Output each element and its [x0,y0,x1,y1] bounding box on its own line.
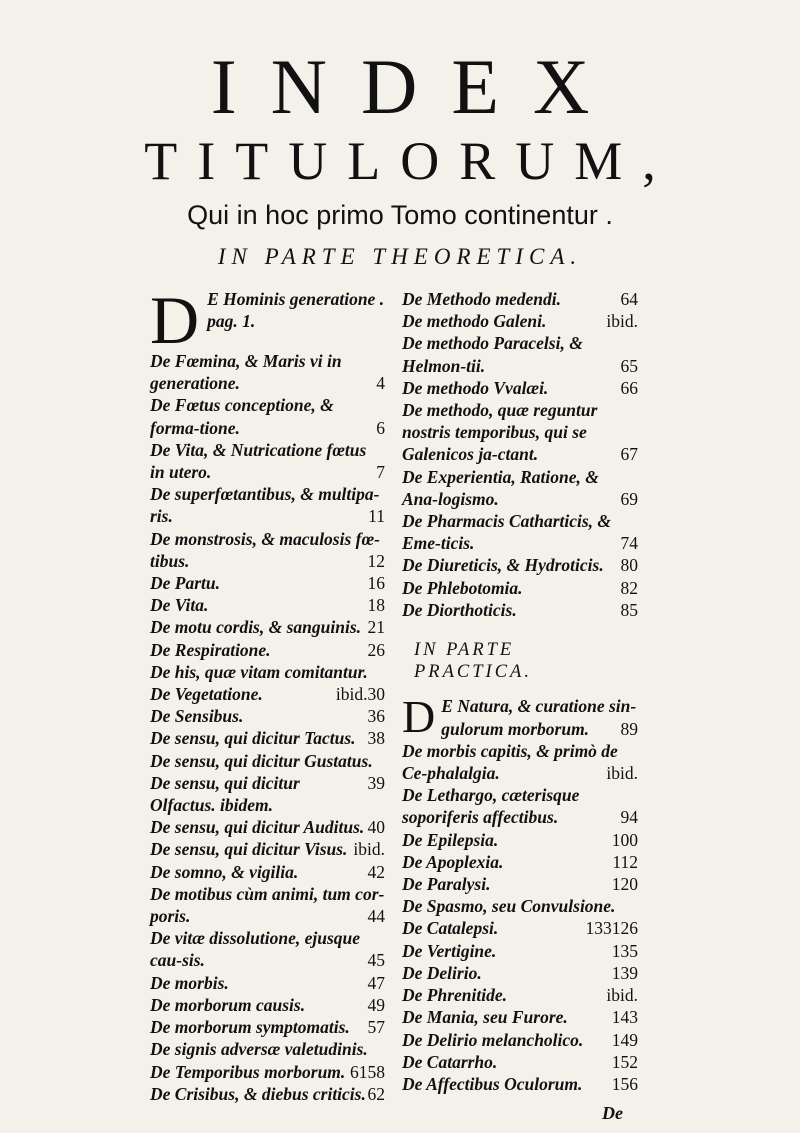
entry-text: De morbis capitis, & primò de Ce-phalalgia. [402,740,618,784]
index-entry [150,594,385,616]
entry-text: De Partu. [150,573,220,594]
entry-text: De Vertigine. [402,940,497,961]
entry-page: 82 [620,577,638,598]
entry-page: 57 [367,1017,385,1038]
entry-page: 74 [620,533,638,554]
entry-page: 45 [367,950,385,971]
index-entry [402,377,638,399]
index-entry [150,1016,385,1038]
entry-text: De Vita, & Nutricatione fœtus in utero. [150,439,367,483]
entry-text: De Crisibus, & diebus criticis. [150,1083,366,1104]
entry-page: 66 [620,377,638,398]
entry-text: De Delirio melancholico. [402,1029,584,1050]
entry-text: De vitæ dissolutione, ejusque cau-sis. [150,928,361,971]
right-column [402,288,638,1095]
entry-text: De Phrenitide. [402,985,507,1006]
entry-text: De Experientia, Ratione, & Ana-logismo. [402,466,599,509]
part-theoretica-heading: IN PARTE THEOREТICA. [217,244,583,269]
index-entry [150,683,385,705]
index-entry [150,994,385,1016]
index-entry [402,288,638,310]
entry-text: De Catarrho. [402,1051,498,1072]
entry-text: De Temporibus morborum. [150,1061,346,1082]
entry-text: De morbis. [150,972,229,993]
index-entry [402,554,638,576]
index-entry [150,972,385,994]
entry-page: 12 [367,550,385,571]
entry-text: De Apoplexia. [402,851,504,872]
index-entry [150,350,385,394]
index-entry [150,838,385,860]
entry-page: 26 [367,639,385,660]
entry-text: De morborum symptomatis. [150,1017,350,1038]
index-entry [150,727,385,749]
index-entry [402,984,638,1006]
entry-page: 16 [367,573,385,594]
entry-page: 62 [367,1083,385,1104]
index-entry [402,1051,638,1073]
entry-page: 89 [620,718,638,739]
index-entry [150,861,385,883]
entry-text: De methodo Paracelsi, & Helmon-tii. [402,333,583,376]
index-entry [150,572,385,594]
entry-page: ibid. [335,684,368,705]
entry-text: De methodo, quæ reguntur nostris temporibus, qui se Galenicos ja-ctant. [402,400,598,465]
entry-text: De Mania, seu Furore. [402,1007,568,1028]
first-practica-entry [402,691,638,743]
entry-text: De Methodo medendi. [402,289,561,309]
entry-page: 112 [612,851,638,872]
entry-page: 21 [367,617,385,638]
entry-text: De signis adversæ valetudinis. [150,1039,368,1060]
index-entry [402,577,638,599]
index-entry [150,883,385,927]
entry-text: De Paralysi. [402,874,491,895]
entry-text: De sensu, qui dicitur Gustatus. [150,750,373,771]
entry-page: 85 [620,599,638,620]
entry-page: 100 [611,829,638,850]
index-entry [402,510,638,554]
index-entry [150,816,385,838]
entry-page: 36 [367,706,385,727]
index-entry [150,394,385,438]
right-entry-list [402,288,638,621]
entry-text: De Vita. [150,595,209,616]
entry-page: 149 [611,1029,638,1050]
entry-text: De Sensibus. [150,706,244,727]
index-entry [150,927,385,971]
catchword: De [602,1103,623,1123]
index-entry [402,917,638,939]
entry-text: De Phlebotomia. [402,577,523,598]
entry-text: De Respiratione. [150,639,271,660]
index-entry [402,599,638,621]
index-entry [402,310,638,332]
entry-text: De Catalepsi. [402,918,499,939]
entry-page: 152 [611,1051,638,1072]
entry-page: 4 [376,373,385,394]
entry-page: 133 [585,918,612,939]
index-entry [150,772,385,816]
index-title: INDEX [210,43,624,130]
entry-page: 61 [350,1061,368,1082]
index-entry [150,639,385,661]
index-entry [402,466,638,510]
left-entry-list [150,350,385,1105]
entry-text: De methodo Galeni. [402,311,547,332]
left-column [150,282,385,1105]
entry-text: De sensu, qui dicitur Tactus. [150,728,356,749]
entry-text: De somno, & vigilia. [150,861,299,882]
entry-page: 30 [367,684,385,705]
entry-page: 120 [611,874,638,895]
entry-page: 80 [620,555,638,576]
index-entry [150,1061,385,1083]
index-entry [402,1073,638,1095]
entry-page: 143 [611,1007,638,1028]
entry-page: 44 [367,906,385,927]
entry-page: 40 [367,817,385,838]
index-entry [402,740,638,784]
entry-page: 18 [367,595,385,616]
entry-text: De Delirio. [402,962,482,983]
entry-text: E Natura, & curatione sin-gulorum morborum. [441,696,637,739]
entry-text: De Pharmacis Catharticis, & Eme-ticis. [402,511,612,554]
index-entry [402,962,638,984]
entry-text: De Vegetatione. [150,684,263,705]
drop-cap-practica: D [402,691,436,743]
part-practica-heading: IN PARTE PRACTICA. [414,640,532,683]
entry-page: ibid. [606,985,638,1006]
entry-text: De Fœmina, & Maris vi in generatione. [150,351,342,394]
entry-text: De methodo Vvalæi. [402,377,549,398]
index-entry [150,439,385,483]
entry-text: De Diorthoticis. [402,599,517,620]
entry-page: 65 [620,355,638,376]
index-entry [150,483,385,527]
entry-text: De Diureticis, & Hydroticis. [402,555,604,576]
entry-text: De Fœtus conceptione, & forma-tione. [150,395,334,438]
entry-page: 39 [367,772,385,793]
index-entry [402,784,638,828]
index-entry [402,1029,638,1051]
index-subtitle: TITULORUM, [144,131,676,191]
index-entry [402,851,638,873]
entry-text: De Spasmo, seu Convulsione. [402,896,616,917]
index-entry [402,399,638,466]
entry-page: 139 [611,962,638,983]
entry-text: De sensu, qui dicitur Olfactus. ibidem. [150,772,300,816]
index-entry [402,873,638,895]
entry-text: De Lethargo, cæterisque soporiferis affectibus. [402,785,580,828]
entry-text: De morborum causis. [150,994,306,1015]
entry-page: ibid. [606,763,638,784]
entry-page: 49 [367,994,385,1015]
index-entry [402,1006,638,1028]
first-entry [150,282,385,358]
entry-text: De superfœtantibus, & multipa-ris. [150,484,380,527]
index-entry [402,940,638,962]
entry-page: 67 [620,444,638,465]
entry-page: 38 [367,728,385,749]
intro-line: Qui in hoc primo Tomo continentur . [187,200,613,230]
entry-page: 64 [620,289,638,309]
entry-page: 11 [368,506,385,527]
practica-entry-list [402,740,638,1095]
index-entry [150,750,385,793]
entry-text: E Hominis generatione . pag. 1. [207,289,385,332]
index-entry [402,332,638,376]
entry-text: De motibus cùm animi, tum cor-poris. [150,883,385,927]
entry-page: 58 [367,1061,385,1082]
entry-page: 156 [611,1073,638,1094]
entry-text: De sensu, qui dicitur Auditus. [150,817,365,838]
index-entry [150,616,385,638]
entry-text: De sensu, qui dicitur Visus. [150,839,348,860]
entry-page: 7 [376,462,385,483]
entry-page: 6 [376,417,385,438]
entry-page: ibid. [353,839,385,860]
entry-text: De monstrosis, & maculosis fœ-tibus. [150,528,380,571]
entry-page: 126 [611,918,638,939]
index-entry [402,829,638,851]
entry-text: De motu cordis, & sanguinis. [150,617,362,638]
index-entry [150,528,385,572]
drop-cap: D [150,282,200,358]
entry-page: ibid. [606,311,638,332]
entry-text: De Affectibus Oculorum. [402,1073,583,1094]
entry-text: De his, quæ vitam comitantur. [150,661,368,682]
entry-page: 47 [367,972,385,993]
entry-text: De Epilepsia. [402,829,499,850]
entry-page: 42 [367,861,385,882]
entry-page: 135 [611,940,638,961]
index-entry [150,1083,385,1105]
index-entry [150,705,385,727]
entry-page: 69 [620,488,638,509]
entry-page: 94 [620,807,638,828]
